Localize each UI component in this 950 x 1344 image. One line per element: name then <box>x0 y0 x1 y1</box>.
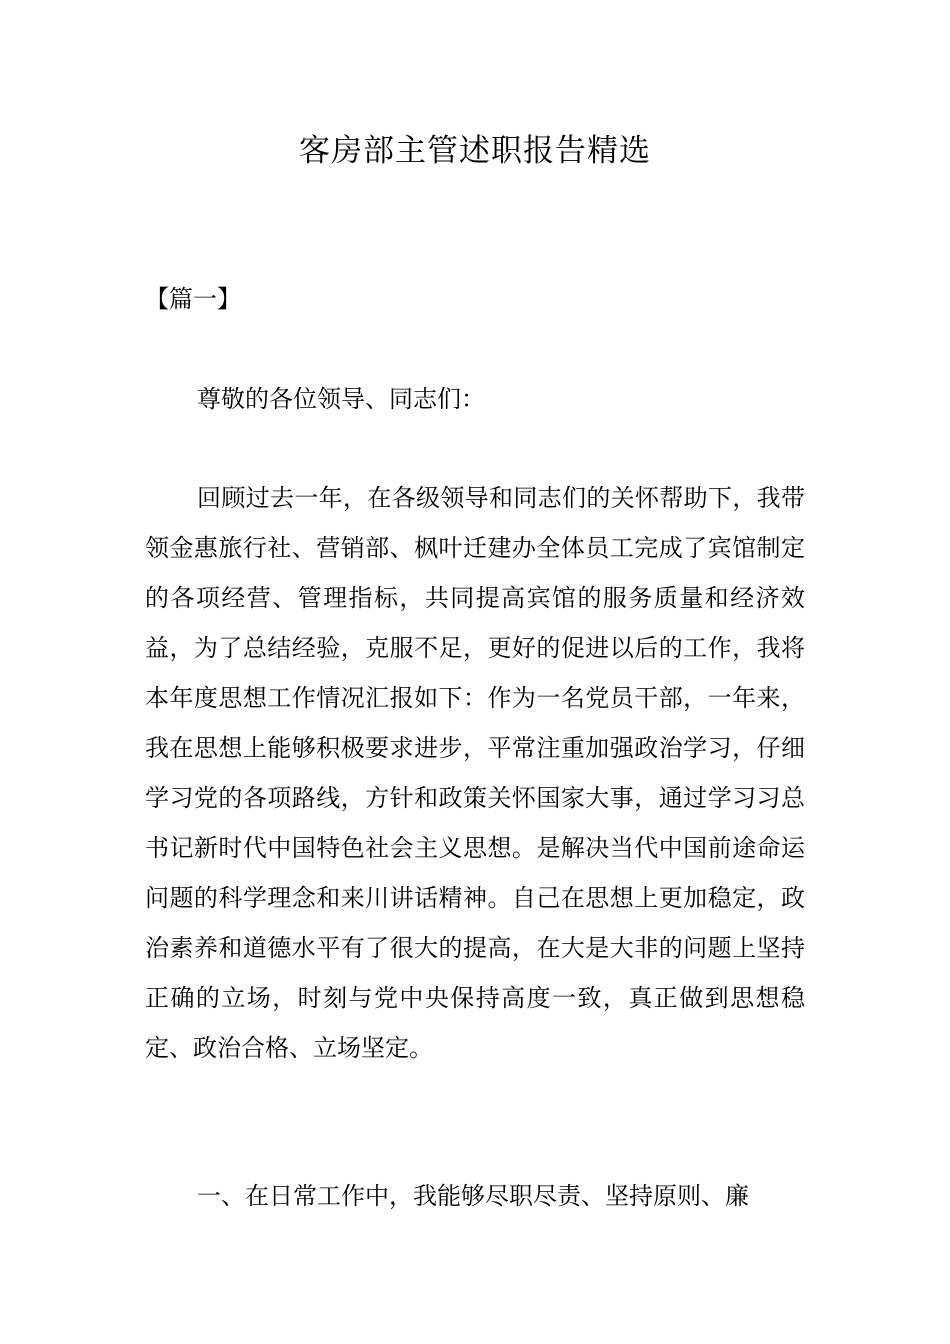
salutation: 尊敬的各位领导、同志们： <box>197 385 485 413</box>
body-paragraph: 回顾过去一年，在各级领导和同志们的关怀帮助下，我带领金惠旅行社、营销部、枫叶迁建办全体员工完成了宾馆制定的各项经营、管理指标，共同提高宾馆的服务质量和经济效益，为了总结经验，克服不足，更好的促进以后的工作，我将本年度思想工作情况汇报如下：作为一名党员干部，一年来，我在思想上能够积极要求进步，平常注重加强政治学习，仔细学习党的各项路线，方针和政策关怀国家大事，通过学习习总书记新时代中国特色社会主义思想。是解决当代中国前途命运问题的科学理念和来川讲话精神。自己在思想上更加稳定，政治素养和道德水平有了很大的提高，在大是大非的问题上坚持正确的立场，时刻与党中央保持高度一致，真正做到思想稳定、政治合格、立场坚定。 <box>145 484 805 1062</box>
document-title: 客房部主管述职报告精选 <box>299 133 651 169</box>
section-label: 【篇一】 <box>145 285 241 313</box>
body-paragraph: 一、在日常工作中，我能够尽职尽责、坚持原则、廉 <box>197 1182 749 1210</box>
